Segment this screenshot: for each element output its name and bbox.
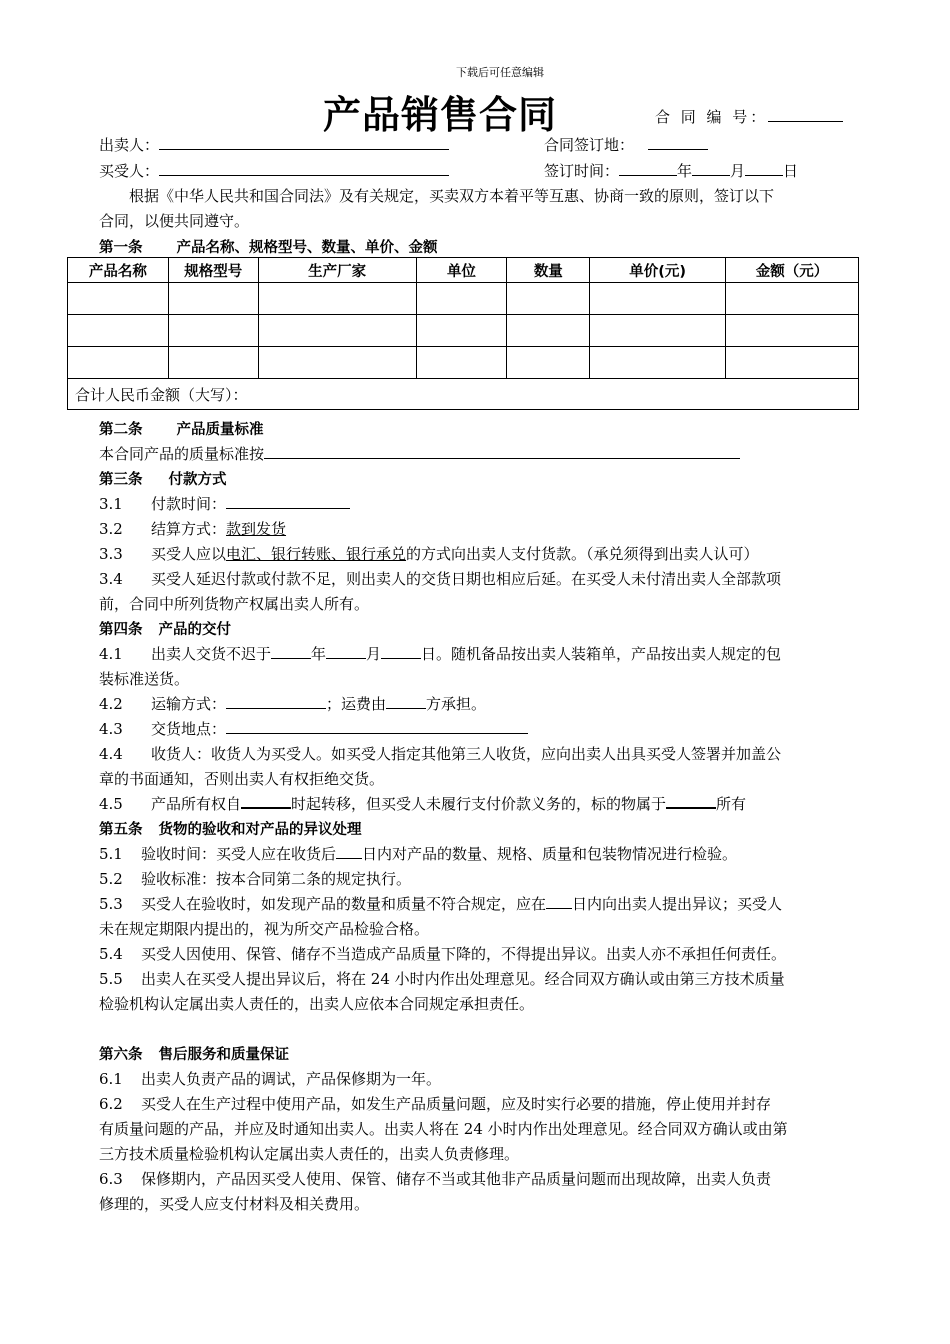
clause-5-1 [99,843,737,864]
article-1-heading [99,236,438,257]
contract-number-blank[interactable] [768,107,843,122]
article-6-heading [99,1043,289,1064]
clause-5-5-cont: 检验机构认定属出卖人责任的，出卖人应依本合同规定承担责任。 [99,995,535,1013]
table-cell[interactable] [168,315,258,347]
clause-text: 日内向出卖人提出异议；买受人 [572,895,783,913]
delivery-place-blank[interactable] [226,719,528,734]
article-1-title: 产品名称、规格型号、数量、单价、金额 [176,240,438,256]
product-table [67,257,859,410]
buyer-row [99,160,449,181]
clause-text: 产品所有权自 [151,795,242,813]
settlement-value: 款到发货 [226,520,287,538]
sign-place-label: 合同签订地： [544,136,635,154]
clause-text: 买受人在验收时，如发现产品的数量和质量不符合规定，应在 [141,895,547,913]
clause-text: 出卖人交货不迟于 [151,645,272,663]
table-cell[interactable] [168,347,258,379]
col-amount: 金额（元） [726,258,859,283]
clause-6-2-cont-1: 有质量问题的产品，并应及时通知出卖人。出卖人将在 24 小时内作出处理意见。经合同双方确认或由第 [99,1120,788,1138]
col-manufacturer: 生产厂家 [258,258,416,283]
freight-party-blank[interactable] [386,694,426,709]
clause-number: 4.5 [99,795,123,813]
table-row [68,315,859,347]
table-cell[interactable] [416,283,507,315]
table-cell[interactable] [726,315,859,347]
sign-day-blank[interactable] [745,161,783,176]
clause-text: 买受人因使用、保管、储存不当造成产品质量下降的，不得提出异议。出卖人亦不承担任何责任。 [141,945,787,963]
table-cell[interactable] [590,347,726,379]
article-4-heading [99,618,231,639]
clause-text: 买受人在生产过程中使用产品，如发生产品质量问题，应及时实行必要的措施，停止使用并封存 [141,1095,772,1113]
clause-4-2 [99,693,486,714]
clause-text: 月 [366,645,382,663]
clause-number: 5.3 [99,895,123,913]
article-5-no: 第五条 [99,822,143,838]
buyer-blank[interactable] [159,161,449,176]
clause-text: 验收标准：按本合同第二条的规定执行。 [141,870,412,888]
clause-number: 3.3 [99,545,123,563]
clause-number: 5.5 [99,970,123,988]
clause-4-3 [99,718,528,739]
settlement-label: 结算方式： [151,520,227,538]
table-cell[interactable] [416,347,507,379]
table-cell[interactable] [258,347,416,379]
table-cell[interactable] [258,283,416,315]
table-cell[interactable] [258,315,416,347]
clause-text: 买受人延迟付款或付款不足，则出卖人的交货日期也相应后延。在买受人未付清出卖人全部款项 [151,570,782,588]
clause-text: 出卖人在买受人提出异议后，将在 24 小时内作出处理意见。经合同双方确认或由第三方技术质量 [141,970,785,988]
clause-number: 3.2 [99,520,123,538]
clause-number: 3.1 [99,495,123,513]
article-4-title: 产品的交付 [158,622,231,638]
clause-text: 年 [311,645,327,663]
clause-text: 验收时间：买受人应在收货后 [141,845,337,863]
clause-number: 4.4 [99,745,123,763]
total-amount-cell[interactable]: 合计人民币金额（大写）： [68,379,859,410]
transport-method-blank[interactable] [226,694,326,709]
contract-number-label: 合 同 编 号： [655,108,769,126]
article-4-no: 第四条 [99,622,143,638]
table-cell[interactable] [68,315,169,347]
clause-number: 6.1 [99,1070,123,1088]
article-6-title: 售后服务和质量保证 [158,1047,289,1063]
day-label: 日 [783,162,799,180]
clause-3-2 [99,518,286,539]
table-cell[interactable] [168,283,258,315]
clause-number: 4.1 [99,645,123,663]
ownership-transfer-blank[interactable] [241,793,291,809]
table-cell[interactable] [416,315,507,347]
clause-number: 5.1 [99,845,123,863]
clause-4-1 [99,643,781,664]
article-5-heading [99,818,362,839]
seller-label: 出卖人： [99,136,160,154]
table-cell[interactable] [590,283,726,315]
clause-text: 保修期内，产品因买受人使用、保管、储存不当或其他非产品质量问题而出现故障，出卖人负责 [141,1170,772,1188]
clause-5-5 [99,968,785,989]
clause-text: ；运费由 [326,695,387,713]
clause-4-1-cont: 装标准送货。 [99,670,190,688]
article-3-heading [99,468,227,489]
payment-time-blank[interactable] [226,494,350,509]
clause-text: 收货人：收货人为买受人。如买受人指定其他第三人收货，应向出卖人出具买受人签署并加盖公 [151,745,782,763]
col-unit-price: 单价(元) [590,258,726,283]
table-cell[interactable] [507,347,590,379]
table-row [68,347,859,379]
seller-blank[interactable] [159,135,449,150]
clause-text: 买受人应以 [151,545,227,563]
sign-place-row [544,134,708,155]
clause-text: 出卖人负责产品的调试，产品保修期为一年。 [141,1070,442,1088]
table-cell[interactable] [68,283,169,315]
quality-standard-row [99,443,740,464]
delivery-day-blank[interactable] [381,644,421,659]
clause-number: 4.3 [99,720,123,738]
article-1-no: 第一条 [99,240,143,256]
clause-5-3-cont: 未在规定期限内提出的，视为所交产品检验合格。 [99,920,430,938]
clause-6-3 [99,1168,771,1189]
year-label: 年 [677,162,693,180]
table-cell[interactable] [726,283,859,315]
clause-number: 3.4 [99,570,123,588]
clause-number: 6.2 [99,1095,123,1113]
seller-row [99,134,449,155]
clause-text: 方承担。 [426,695,487,713]
clause-number: 5.4 [99,945,123,963]
contract-number [655,106,843,127]
quality-standard-blank[interactable] [264,444,740,459]
clause-5-3 [99,893,782,914]
sign-place-blank[interactable] [648,135,708,150]
buyer-label: 买受人： [99,162,160,180]
clause-number: 4.2 [99,695,123,713]
payment-methods: 电汇、银行转账、银行承兑 [226,545,407,563]
article-6-no: 第六条 [99,1047,143,1063]
article-3-title: 付款方式 [168,472,227,488]
table-header-row [68,258,859,283]
clause-6-1 [99,1068,441,1089]
clause-3-3 [99,543,759,564]
col-quantity: 数量 [507,258,590,283]
table-cell[interactable] [68,347,169,379]
objection-days-blank[interactable] [546,894,572,909]
col-product-name: 产品名称 [68,258,169,283]
sign-month-blank[interactable] [692,161,730,176]
col-spec-model: 规格型号 [168,258,258,283]
table-total-row [68,379,859,410]
clause-5-2 [99,868,411,889]
article-2-no: 第二条 [99,422,143,438]
clause-3-1 [99,493,350,514]
col-unit: 单位 [416,258,507,283]
clause-text: 的方式向出卖人支付货款。（承兑须得到出卖人认可） [406,545,759,563]
page-title: 产品销售合同 [323,93,558,137]
table-cell[interactable] [590,315,726,347]
clause-text: 时起转移，但买受人未履行支付价款义务的，标的物属于 [291,795,667,813]
sign-time-label: 签订时间： [544,162,620,180]
clause-6-2 [99,1093,771,1114]
clause-text: 日内对产品的数量、规格、质量和包装物情况进行检验。 [362,845,738,863]
delivery-year-blank[interactable] [271,644,311,659]
clause-6-2-cont-2: 三方技术质量检验机构认定属出卖人责任的，出卖人负责修理。 [99,1145,520,1163]
clause-text: 运输方式： [151,695,227,713]
clause-4-4-cont: 章的书面通知，否则出卖人有权拒绝交货。 [99,770,385,788]
payment-time-label: 付款时间： [151,495,227,513]
delivery-month-blank[interactable] [326,644,366,659]
table-cell[interactable] [507,315,590,347]
sign-time-row [544,160,798,181]
clause-text: 交货地点： [151,720,227,738]
month-label: 月 [730,162,746,180]
inspection-days-blank[interactable] [336,844,362,859]
clause-number: 5.2 [99,870,123,888]
clause-3-4 [99,568,781,589]
clause-4-5 [99,793,746,814]
clause-number: 6.3 [99,1170,123,1188]
article-2-heading [99,418,264,439]
article-2-title: 产品质量标准 [176,422,264,438]
clause-3-4-cont: 前，合同中所列货物产权属出卖人所有。 [99,595,370,613]
article-5-title: 货物的验收和对产品的异议处理 [158,822,362,838]
intro-line-1: 根据《中华人民共和国合同法》及有关规定，买卖双方本着平等互惠、协商一致的原则，签订以下 [129,187,775,205]
table-cell[interactable] [507,283,590,315]
clause-text: 日。随机备品按出卖人装箱单，产品按出卖人规定的包 [421,645,782,663]
quality-standard-label: 本合同产品的质量标准按 [99,445,265,463]
clause-5-4 [99,943,786,964]
article-3-no: 第三条 [99,472,143,488]
intro-line-2: 合同，以便共同遵守。 [99,212,250,230]
table-row [68,283,859,315]
sign-year-blank[interactable] [619,161,677,176]
table-cell[interactable] [726,347,859,379]
ownership-party-blank[interactable] [666,793,716,809]
download-note: 下载后可任意编辑 [456,66,544,79]
clause-6-3-cont: 修理的，买受人应支付材料及相关费用。 [99,1195,370,1213]
clause-4-4 [99,743,781,764]
clause-text: 所有 [716,795,747,813]
